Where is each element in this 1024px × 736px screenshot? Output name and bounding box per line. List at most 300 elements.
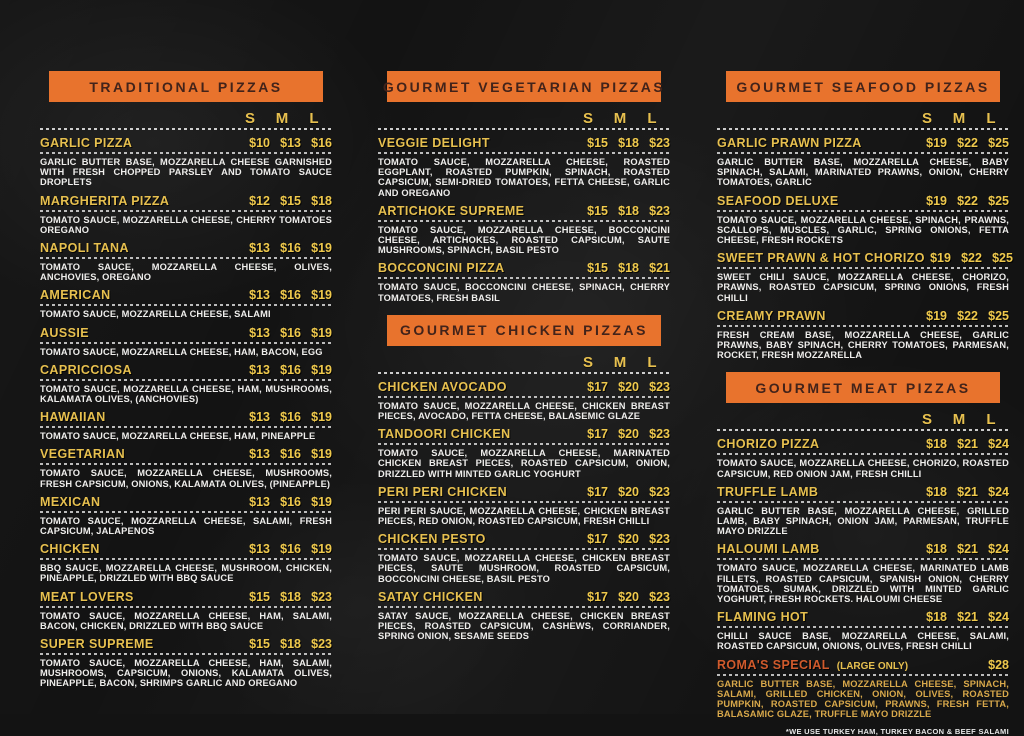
item-price: $12 bbox=[249, 193, 270, 208]
item-price: $18 bbox=[311, 193, 332, 208]
item-header-row bbox=[717, 542, 1009, 557]
menu-item bbox=[378, 204, 670, 256]
item-header-row bbox=[40, 495, 332, 510]
item-description: TOMATO SAUCE, MOZZARELLA CHEESE, CHICKEN BREAST PIECES, SAUTE MUSHROOM, ROASTED CAPSICUM, BOCCONCINI CHEESE, BASIL PESTO bbox=[378, 553, 670, 584]
item-header-row bbox=[40, 194, 332, 209]
item-price: $24 bbox=[988, 610, 1009, 625]
item-name: BOCCONCINI PIZZA bbox=[378, 261, 505, 276]
item-price: $15 bbox=[587, 136, 608, 150]
item-header-row bbox=[717, 610, 1009, 625]
item-name: CREAMY PRAWN bbox=[717, 308, 826, 323]
item-name: CAPRICCIOSA bbox=[40, 362, 132, 377]
item-price: $21 bbox=[957, 542, 978, 557]
item-header-row bbox=[717, 309, 1009, 324]
item-price: $18 bbox=[618, 136, 639, 150]
item-price: $23 bbox=[649, 484, 670, 499]
item-prices bbox=[921, 610, 1009, 624]
item-description: PERI PERI SAUCE, MOZZARELLA CHEESE, CHICKEN BREAST PIECES, RED ONION, ROASTED CAPSICUM, FRESH CHILLI bbox=[378, 505, 670, 527]
menu-item bbox=[40, 495, 332, 536]
menu-item bbox=[40, 136, 332, 188]
item-price: $24 bbox=[988, 484, 1009, 499]
item-divider-dashed bbox=[40, 463, 332, 465]
item-price: $13 bbox=[249, 410, 270, 425]
section-banner bbox=[726, 71, 1000, 102]
item-price: $22 bbox=[957, 136, 978, 150]
item-price: $17 bbox=[587, 484, 608, 499]
item-price: $28 bbox=[988, 657, 1009, 672]
size-letter: M bbox=[613, 353, 627, 371]
item-divider-dashed bbox=[717, 501, 1009, 503]
item-description: TOMATO SAUCE, MOZZARELLA CHEESE, HAM, BACON, EGG bbox=[40, 346, 323, 357]
size-letter: M bbox=[613, 110, 627, 127]
item-header-row bbox=[378, 204, 670, 219]
item-divider-dashed bbox=[40, 426, 332, 428]
item-price: $19 bbox=[311, 288, 332, 303]
item-divider-dashed bbox=[40, 558, 332, 560]
item-name: CHICKEN bbox=[40, 542, 100, 557]
item-description: GARLIC BUTTER BASE, MOZZARELLA CHEESE, GRILLED LAMB, BABY SPINACH, ONION JAM, PARMESAN, TRUFFLE MAYO DRIZZLE bbox=[717, 505, 1009, 537]
item-divider-dashed bbox=[40, 379, 332, 381]
menu-item bbox=[717, 485, 1009, 537]
size-letter: M bbox=[952, 411, 966, 429]
item-description: TOMATO SAUCE, MOZZARELLA CHEESE, CHERRY TOMATOES OREGANO bbox=[40, 214, 332, 235]
item-header-row bbox=[40, 363, 332, 378]
item-description: SWEET CHILI SAUCE, MOZZARELLA CHEESE, CHORIZO, PRAWNS, ROASTED CAPSICUM, SPRING ONIONS, FRESH CHILLI bbox=[717, 272, 1009, 303]
item-divider-dashed bbox=[717, 453, 1009, 455]
size-letter: S bbox=[921, 110, 932, 127]
item-name: SWEET PRAWN & HOT CHORIZO bbox=[717, 251, 925, 266]
item-divider-dashed bbox=[378, 548, 670, 550]
section-title: TRADITIONAL PIZZAS bbox=[89, 78, 283, 95]
item-description: TOMATO SAUCE, MOZZARELLA CHEESE, SPINACH, PRAWNS, SCALLOPS, MUSCLES, GARLIC, SPRING ONIONS, FETTA CHEESE, FRESH ROCKETS bbox=[717, 214, 1009, 246]
item-price: $21 bbox=[649, 261, 670, 276]
item-divider-dashed bbox=[40, 511, 332, 513]
item-price: $19 bbox=[926, 193, 947, 208]
item-prices bbox=[921, 437, 1009, 451]
item-name: GARLIC PIZZA bbox=[40, 136, 133, 150]
menu-item bbox=[717, 251, 1013, 303]
item-header-row bbox=[40, 288, 332, 303]
item-divider-dashed bbox=[40, 606, 332, 608]
item-price: $13 bbox=[249, 241, 270, 256]
item-name: VEGETARIAN bbox=[40, 447, 126, 462]
item-description: GARLIC BUTTER BASE, MOZZARELLA CHEESE, SPINACH, SALAMI, GRILLED CHICKEN, ONION, OLIVES, ROASTED PUMPKIN, ROASTED CAPSICUM, PRAWNS, FRESH FETTA, BALASAMIC GLAZE, TRUFFLE MAYO DRIZZLE bbox=[717, 678, 1009, 720]
item-prices bbox=[244, 447, 332, 461]
item-header-row bbox=[378, 261, 670, 276]
item-prices bbox=[582, 261, 670, 275]
section-banner bbox=[726, 372, 1000, 403]
item-price: $16 bbox=[280, 494, 301, 509]
menu-item bbox=[378, 485, 670, 526]
item-description: FRESH CREAM BASE, MOZZARELLA CHEESE, GARLIC PRAWNS, BABY SPINACH, CHERRY TOMATOES, PARMESAN, ROCKET, FRESH MOZZARELLA bbox=[717, 329, 1009, 361]
section-title: GOURMET CHICKEN PIZZAS bbox=[400, 322, 648, 339]
size-letter: L bbox=[986, 411, 996, 429]
item-price: $13 bbox=[249, 447, 270, 462]
menu-item bbox=[717, 437, 1009, 478]
item-divider-dashed bbox=[717, 674, 1009, 676]
item-name: AMERICAN bbox=[40, 288, 111, 303]
size-letter: S bbox=[921, 411, 932, 429]
menu-item bbox=[717, 542, 1009, 604]
size-letter: L bbox=[309, 110, 319, 127]
item-price: $23 bbox=[649, 589, 670, 604]
menu-item bbox=[40, 194, 332, 235]
item-name: GARLIC PRAWN PIZZA bbox=[717, 136, 862, 150]
item-prices bbox=[582, 204, 670, 218]
item-description: TOMATO SAUCE, MOZZARELLA CHEESE, BOCCONCINI CHEESE, ARTICHOKES, ROASTED CAPSICUM, SAUTE MUSHROOMS, SPINACH, BASIL PESTO bbox=[378, 224, 670, 256]
menu-item bbox=[717, 658, 1009, 720]
item-size-note: (LARGE ONLY) bbox=[836, 660, 909, 672]
item-divider-dashed bbox=[378, 501, 670, 503]
item-description: SATAY SAUCE, MOZZARELLA CHEESE, CHICKEN BREAST PIECES, ROASTED CAPSICUM, CASHEWS, CORRIANDER, SPRING ONION, SESAME SEEDS bbox=[378, 610, 670, 642]
size-header-row bbox=[717, 110, 1009, 127]
item-header-row bbox=[378, 380, 670, 395]
item-price: $15 bbox=[280, 193, 301, 208]
menu-item bbox=[40, 590, 332, 631]
item-divider-dashed bbox=[717, 267, 1009, 269]
item-price: $16 bbox=[280, 325, 301, 340]
divider-dashed bbox=[378, 128, 670, 130]
item-price: $16 bbox=[280, 447, 301, 462]
section-title: GOURMET VEGETARIAN PIZZAS bbox=[382, 78, 666, 95]
menu-item bbox=[717, 610, 1009, 651]
item-description: TOMATO SAUCE, MOZZARELLA CHEESE, CHORIZO, ROASTED CAPSICUM, RED ONION JAM, FRESH CHILLI bbox=[717, 458, 1009, 479]
item-description: BBQ SAUCE, MOZZARELLA CHEESE, MUSHROOM, CHICKEN, PINEAPPLE, DRIZZLED WITH BBQ SAUCE bbox=[40, 563, 332, 584]
item-header-row bbox=[40, 542, 332, 557]
item-price: $25 bbox=[988, 136, 1009, 150]
menu-item bbox=[378, 380, 670, 421]
item-price: $19 bbox=[311, 542, 332, 557]
item-description: TOMATO SAUCE, MOZZARELLA CHEESE, ROASTED EGGPLANT, ROASTED PUMPKIN, SPINACH, ROASTED CAPSICUM, SEMI-DRIED TOMATOES, FETTA CHEESE, GARLIC AND OREGANO bbox=[378, 157, 670, 198]
item-price: $18 bbox=[618, 261, 639, 276]
item-header-row bbox=[378, 590, 670, 605]
item-description: TOMATO SAUCE, BOCCONCINI CHEESE, SPINACH, CHERRY TOMATOES, FRESH BASIL bbox=[378, 282, 670, 303]
divider-dashed bbox=[717, 429, 1009, 431]
section-banner bbox=[382, 71, 666, 102]
item-price: $16 bbox=[280, 542, 301, 557]
item-description: TOMATO SAUCE, MOZZARELLA CHEESE, MARINATED CHICKEN BREAST PIECES, ROASTED CAPSICUM, ONION, DRIZZLED WITH MINTED GARLIC YOGHURT bbox=[378, 448, 670, 479]
item-name: HAWAIIAN bbox=[40, 410, 106, 425]
menu-section bbox=[717, 372, 1009, 719]
menu-item bbox=[378, 261, 670, 302]
item-name: HALOUMI LAMB bbox=[717, 542, 820, 557]
item-name: TRUFFLE LAMB bbox=[717, 484, 819, 499]
item-price: $22 bbox=[957, 193, 978, 208]
size-header-row bbox=[378, 110, 670, 127]
item-price: $21 bbox=[957, 484, 978, 499]
item-price: $20 bbox=[618, 532, 639, 547]
item-prices bbox=[582, 427, 670, 441]
item-price: $23 bbox=[649, 379, 670, 394]
item-price: $15 bbox=[249, 589, 270, 604]
item-prices bbox=[582, 590, 670, 604]
menu-column bbox=[40, 71, 332, 689]
item-name: PERI PERI CHICKEN bbox=[378, 484, 508, 499]
size-header-row bbox=[717, 411, 1009, 428]
item-name: CHICKEN AVOCADO bbox=[378, 379, 507, 394]
item-prices bbox=[921, 485, 1009, 499]
item-header-row bbox=[40, 326, 332, 341]
menu-column bbox=[378, 71, 670, 641]
item-name: ARTICHOKE SUPREME bbox=[378, 203, 525, 218]
item-price: $23 bbox=[649, 427, 670, 442]
item-description: TOMATO SAUCE, MOZZARELLA CHEESE, HAM, SALAMI, MUSHROOMS, CAPSICUM, ONIONS, KALAMATA OLIVES, PINEAPPLE, BACON, SHRIMPS GARLIC AND OREGANO bbox=[40, 658, 332, 689]
menu-item bbox=[40, 241, 332, 282]
size-letter: M bbox=[275, 110, 289, 127]
item-description: TOMATO SAUCE, MOZZARELLA CHEESE, MUSHROOMS, FRESH CAPSICUM, ONIONS, KALAMATA OLIVES, (PINEAPPLE) bbox=[40, 468, 332, 489]
item-price: $17 bbox=[587, 532, 608, 547]
section-title: GOURMET SEAFOOD PIZZAS bbox=[736, 78, 990, 95]
section-banner bbox=[49, 71, 323, 102]
item-price: $18 bbox=[926, 610, 947, 625]
item-description: CHILLI SAUCE BASE, MOZZARELLA CHEESE, SALAMI, ROASTED CAPSICUM, ONIONS, OLIVES, FRESH CHILLI bbox=[717, 631, 1009, 652]
item-name: SATAY CHICKEN bbox=[378, 589, 483, 604]
item-description: TOMATO SAUCE, MOZZARELLA CHEESE, HAM, SALAMI, BACON, CHICKEN, DRIZZLED WITH BBQ SAUCE bbox=[40, 610, 332, 631]
item-prices bbox=[582, 532, 670, 546]
item-header-row bbox=[717, 437, 1009, 452]
item-price: $18 bbox=[280, 637, 301, 652]
item-prices bbox=[921, 309, 1009, 323]
item-price: $22 bbox=[957, 308, 978, 323]
menu-section bbox=[378, 315, 670, 642]
item-price: $24 bbox=[988, 437, 1009, 452]
item-header-row bbox=[40, 136, 332, 151]
item-price: $24 bbox=[988, 542, 1009, 557]
item-prices bbox=[925, 251, 1013, 265]
item-price: $13 bbox=[249, 494, 270, 509]
item-header-row bbox=[717, 251, 1013, 266]
item-price: $19 bbox=[926, 308, 947, 323]
menu-item bbox=[378, 532, 670, 584]
menu-item bbox=[717, 136, 1009, 188]
item-price: $19 bbox=[311, 362, 332, 377]
item-price: $16 bbox=[280, 241, 301, 256]
size-letter: M bbox=[952, 110, 966, 127]
item-price: $10 bbox=[249, 136, 270, 150]
item-price: $20 bbox=[618, 589, 639, 604]
item-divider-dashed bbox=[40, 342, 332, 344]
item-price: $16 bbox=[280, 410, 301, 425]
item-price: $20 bbox=[618, 484, 639, 499]
item-price: $19 bbox=[311, 325, 332, 340]
item-prices bbox=[244, 542, 332, 556]
item-header-row bbox=[40, 637, 332, 652]
size-letter: S bbox=[244, 110, 255, 127]
item-price: $13 bbox=[280, 136, 301, 150]
item-description: TOMATO SAUCE, MOZZARELLA CHEESE, MARINATED LAMB FILLETS, ROASTED CAPSICUM, SPANISH ONION, CHERRY TOMATOES, SUMAK, DRIZZLED WITH MINTED GARLIC YOGHURT, FRESH ROCKETS. HALOUMI CHEESE bbox=[717, 563, 1009, 605]
item-name: MEXICAN bbox=[40, 494, 101, 509]
item-prices bbox=[582, 485, 670, 499]
item-divider-dashed bbox=[40, 210, 332, 212]
item-prices bbox=[582, 136, 670, 150]
item-price: $23 bbox=[311, 637, 332, 652]
item-name: FLAMING HOT bbox=[717, 610, 809, 625]
item-price: $19 bbox=[311, 410, 332, 425]
item-divider-dashed bbox=[40, 304, 332, 306]
item-name: CHICKEN PESTO bbox=[378, 532, 486, 547]
item-price: $25 bbox=[988, 193, 1009, 208]
item-price: $19 bbox=[311, 494, 332, 509]
item-description: TOMATO SAUCE, MOZZARELLA CHEESE, SALAMI bbox=[40, 309, 271, 320]
item-price: $23 bbox=[649, 136, 670, 150]
menu-item bbox=[378, 427, 670, 479]
item-price: $16 bbox=[280, 288, 301, 303]
item-description: GARLIC BUTTER BASE, MOZZARELLA CHEESE, BABY SPINACH, SALAMI, MARINATED PRAWNS, ONION, CHERRY TOMATOES, GARLIC bbox=[717, 157, 1009, 188]
item-prices bbox=[244, 136, 332, 150]
item-price: $25 bbox=[988, 308, 1009, 323]
item-divider-dashed bbox=[40, 257, 332, 259]
divider-dashed bbox=[717, 128, 1009, 130]
item-price: $21 bbox=[957, 610, 978, 625]
item-price: $19 bbox=[930, 251, 951, 266]
menu-item bbox=[40, 447, 332, 488]
item-divider-dashed bbox=[378, 443, 670, 445]
item-name: NAPOLI TANA bbox=[40, 241, 129, 256]
menu-item bbox=[40, 637, 332, 689]
menu-item bbox=[378, 590, 670, 642]
menu-item bbox=[40, 326, 332, 357]
item-description: TOMATO SAUCE, MOZZARELLA CHEESE, CHICKEN BREAST PIECES, AVOCADO, FETTA CHEESE, BALASEMIC GLAZE bbox=[378, 400, 670, 422]
item-description: TOMATO SAUCE, MOZZARELLA CHEESE, HAM, MUSHROOMS, KALAMATA OLIVES, (ANCHOVIES) bbox=[40, 383, 332, 405]
menu-item bbox=[40, 288, 332, 319]
item-price: $19 bbox=[926, 136, 947, 150]
item-prices bbox=[244, 194, 332, 208]
item-divider-dashed bbox=[40, 152, 332, 154]
item-price: $23 bbox=[649, 532, 670, 547]
item-divider-dashed bbox=[717, 152, 1009, 154]
item-prices bbox=[244, 363, 332, 377]
item-name: SEAFOOD DELUXE bbox=[717, 193, 839, 208]
item-name: VEGGIE DELIGHT bbox=[378, 136, 490, 150]
menu-item bbox=[40, 542, 332, 583]
item-name: TANDOORI CHICKEN bbox=[378, 427, 511, 442]
item-name: ROMA'S SPECIAL bbox=[717, 657, 830, 672]
section-banner bbox=[387, 315, 661, 346]
item-divider-dashed bbox=[717, 558, 1009, 560]
size-letter: L bbox=[647, 353, 657, 371]
item-price: $22 bbox=[961, 251, 982, 266]
size-header-row bbox=[378, 354, 670, 371]
item-price: $20 bbox=[618, 427, 639, 442]
menu-item bbox=[717, 309, 1009, 361]
size-header-row bbox=[40, 110, 332, 127]
item-price: $18 bbox=[926, 437, 947, 452]
item-price: $17 bbox=[587, 589, 608, 604]
item-description: TOMATO SAUCE, MOZZARELLA CHEESE, SALAMI, FRESH CAPSICUM, JALAPENOS bbox=[40, 515, 332, 537]
item-price: $17 bbox=[587, 379, 608, 394]
size-letter: S bbox=[582, 110, 593, 127]
item-price: $19 bbox=[311, 241, 332, 256]
item-prices bbox=[244, 326, 332, 340]
item-header-row bbox=[717, 485, 1009, 500]
item-header-row bbox=[378, 485, 670, 500]
divider-dashed bbox=[40, 128, 332, 130]
item-header-row bbox=[717, 136, 1009, 151]
menu-item bbox=[40, 410, 332, 441]
item-divider-dashed bbox=[378, 277, 670, 279]
size-letter: L bbox=[647, 110, 657, 127]
item-price: $16 bbox=[311, 136, 332, 150]
item-divider-dashed bbox=[378, 606, 670, 608]
menu-column bbox=[717, 71, 1013, 736]
item-divider-dashed bbox=[717, 626, 1009, 628]
item-price: $15 bbox=[249, 637, 270, 652]
item-prices bbox=[582, 380, 670, 394]
item-name: CHORIZO PIZZA bbox=[717, 437, 820, 452]
item-divider-dashed bbox=[378, 396, 670, 398]
item-header-row bbox=[717, 658, 1009, 673]
item-name: SUPER SUPREME bbox=[40, 637, 154, 652]
item-description: TOMATO SAUCE, MOZZARELLA CHEESE, HAM, PINEAPPLE bbox=[40, 431, 316, 442]
item-price: $13 bbox=[249, 362, 270, 377]
item-price: $18 bbox=[618, 203, 639, 218]
item-price: $13 bbox=[249, 542, 270, 557]
item-divider-dashed bbox=[717, 325, 1009, 327]
item-divider-dashed bbox=[378, 152, 670, 154]
item-price: $19 bbox=[311, 447, 332, 462]
item-price: $13 bbox=[249, 288, 270, 303]
item-price: $20 bbox=[618, 379, 639, 394]
item-price: $17 bbox=[587, 427, 608, 442]
item-header-row bbox=[378, 427, 670, 442]
item-name: MEAT LOVERS bbox=[40, 589, 134, 604]
item-divider-dashed bbox=[40, 653, 332, 655]
section-title: GOURMET MEAT PIZZAS bbox=[755, 379, 971, 396]
size-letter: S bbox=[582, 353, 593, 371]
item-divider-dashed bbox=[717, 210, 1009, 212]
item-prices bbox=[921, 542, 1009, 556]
item-divider-dashed bbox=[378, 220, 670, 222]
size-letter: L bbox=[986, 110, 996, 127]
item-description: GARLIC BUTTER BASE, MOZZARELLA CHEESE GARNISHED WITH FRESH CHOPPED PARSLEY AND TOMATO SAUCE DROPLETS bbox=[40, 157, 332, 188]
menu-item bbox=[378, 136, 670, 198]
item-name: MARGHERITA PIZZA bbox=[40, 193, 170, 208]
item-header-row bbox=[40, 447, 332, 462]
item-prices bbox=[921, 194, 1009, 208]
item-price: $18 bbox=[926, 484, 947, 499]
item-price: $25 bbox=[992, 251, 1013, 266]
item-prices bbox=[244, 241, 332, 255]
item-prices bbox=[921, 136, 1009, 150]
item-price: $23 bbox=[649, 203, 670, 218]
menu-section bbox=[378, 71, 670, 303]
item-price: $16 bbox=[280, 362, 301, 377]
item-header-row bbox=[378, 532, 670, 547]
item-prices bbox=[244, 288, 332, 302]
item-header-row bbox=[378, 136, 670, 151]
item-price: $13 bbox=[249, 325, 270, 340]
menu-item bbox=[717, 194, 1009, 246]
divider-dashed bbox=[378, 372, 670, 374]
item-header-row bbox=[40, 241, 332, 256]
item-prices bbox=[244, 495, 332, 509]
item-prices bbox=[983, 658, 1009, 672]
item-header-row bbox=[40, 410, 332, 425]
menu-footnote: *WE USE TURKEY HAM, TURKEY BACON & BEEF SALAMI bbox=[785, 727, 1009, 736]
item-header-row bbox=[717, 194, 1009, 209]
menu-section bbox=[40, 71, 332, 689]
menu-item bbox=[40, 363, 332, 404]
item-prices bbox=[244, 637, 332, 651]
item-header-row bbox=[40, 590, 332, 605]
item-price: $15 bbox=[587, 203, 608, 218]
item-description: TOMATO SAUCE, MOZZARELLA CHEESE, OLIVES, ANCHOVIES, OREGANO bbox=[40, 262, 332, 283]
item-price: $18 bbox=[280, 589, 301, 604]
item-price: $21 bbox=[957, 437, 978, 452]
item-price: $23 bbox=[311, 589, 332, 604]
item-price: $18 bbox=[926, 542, 947, 557]
item-price: $15 bbox=[587, 261, 608, 276]
